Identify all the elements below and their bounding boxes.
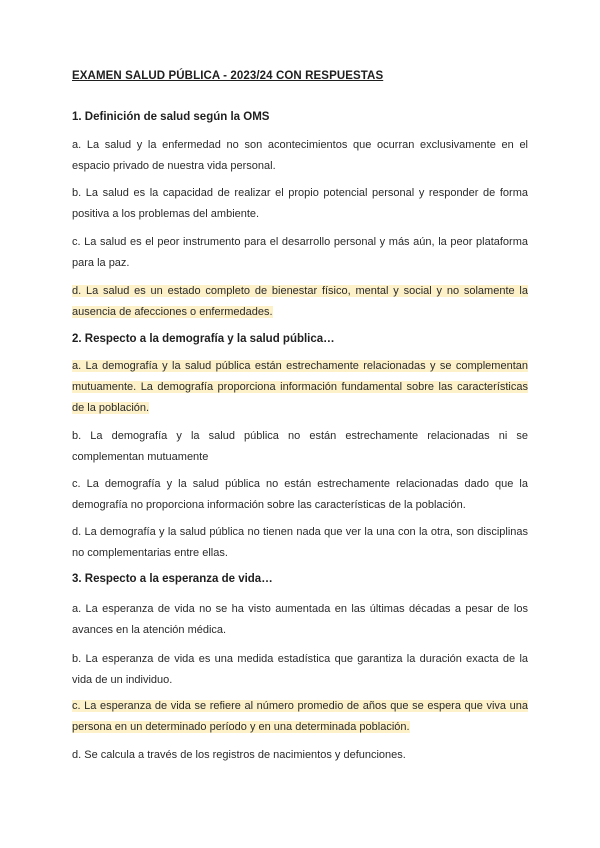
highlighted-answer: c. La esperanza de vida se refiere al número promedio de años que se espera que viva una persona en un determinado período y en una determinada población. — [72, 700, 528, 733]
question-1-heading: 1. Definición de salud según la OMS — [72, 111, 270, 123]
question-3-option-a — [72, 599, 528, 641]
question-3-option-c-correct — [72, 696, 528, 738]
question-1-option-d-correct — [72, 281, 528, 323]
question-3-heading: 3. Respecto a la esperanza de vida… — [72, 573, 273, 585]
question-2-option-b — [72, 426, 528, 468]
option-text: d. La demografía y la salud pública no tienen nada que ver la una con la otra, son disciplinas no complementarias entre ellas. — [72, 526, 528, 559]
question-2-option-c — [72, 474, 528, 516]
question-1-option-b — [72, 183, 528, 225]
highlighted-answer: d. La salud es un estado completo de bienestar físico, mental y social y no solamente la ausencia de afecciones o enfermedades. — [72, 285, 528, 318]
option-text: b. La esperanza de vida es una medida estadística que garantiza la duración exacta de la vida de un individuo. — [72, 653, 528, 686]
option-text: c. La salud es el peor instrumento para el desarrollo personal y más aún, la peor plataforma para la paz. — [72, 236, 528, 269]
option-text: a. La salud y la enfermedad no son acontecimientos que ocurran exclusivamente en el espacio privado de nuestra vida personal. — [72, 139, 528, 172]
question-3-option-d — [72, 745, 528, 766]
option-text: d. Se calcula a través de los registros de nacimientos y defunciones. — [72, 749, 406, 761]
option-text: b. La salud es la capacidad de realizar el propio potencial personal y responder de forma positiva a los problemas del ambiente. — [72, 187, 528, 220]
option-text: c. La demografía y la salud pública no están estrechamente relacionadas dado que la demografía no proporciona información sobre las características de la población. — [72, 478, 528, 511]
question-2-option-d — [72, 522, 528, 564]
option-text: a. La esperanza de vida no se ha visto aumentada en las últimas décadas a pesar de los avances en la atención médica. — [72, 603, 528, 636]
option-text: b. La demografía y la salud pública no están estrechamente relacionadas ni se complementan mutuamente — [72, 430, 528, 463]
question-2-heading: 2. Respecto a la demografía y la salud pública… — [72, 333, 335, 345]
document-title: EXAMEN SALUD PÚBLICA - 2023/24 CON RESPUESTAS — [72, 70, 384, 82]
question-1-option-a — [72, 135, 528, 177]
highlighted-answer: a. La demografía y la salud pública están estrechamente relacionadas y se complementan mutuamente. La demografía proporciona información fundamental sobre las características de la población. — [72, 360, 528, 414]
question-2-option-a-correct — [72, 356, 528, 419]
question-1-option-c — [72, 232, 528, 274]
question-3-option-b — [72, 649, 528, 691]
